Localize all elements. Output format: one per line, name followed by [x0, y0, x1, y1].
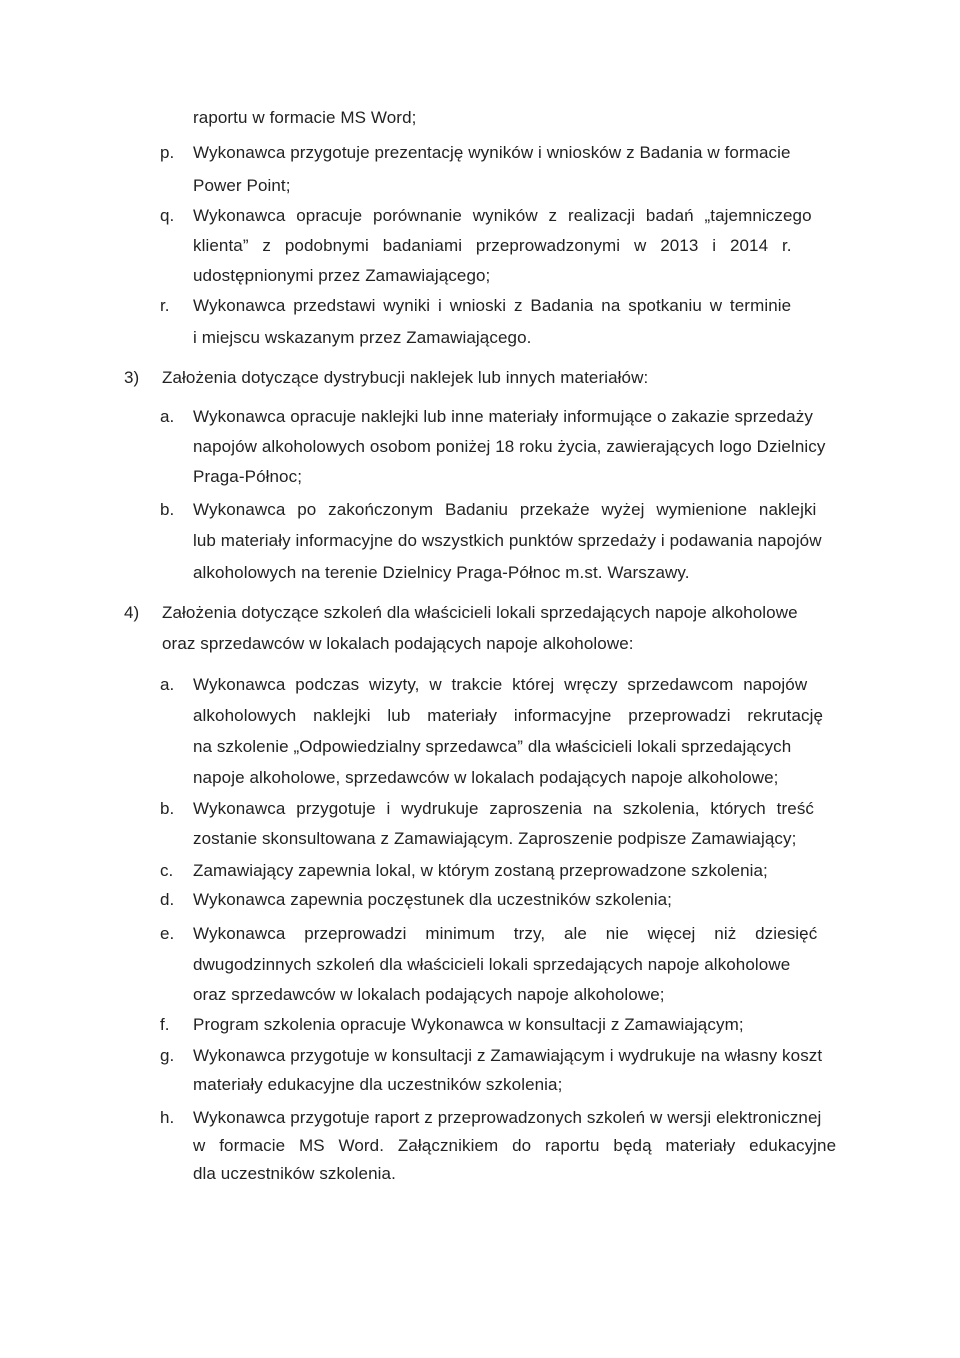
text-line: Wykonawca przedstawi wyniki i wnioski z Badania na spotkaniu w terminie	[193, 296, 792, 315]
text-line: Wykonawca podczas wizyty, w trakcie której wręczy sprzedawcom napojów	[193, 675, 808, 694]
section-number: 4)	[124, 603, 140, 622]
text-line: lub materiały informacyjne do wszystkich punktów sprzedaży i podawania napojów	[193, 531, 822, 550]
text-line: Praga-Północ;	[193, 467, 303, 486]
text-line: zostanie skonsultowana z Zamawiającym. Zaproszenie podpisze Zamawiający;	[193, 829, 797, 848]
text-line: Wykonawca przygotuje raport z przeprowadzonych szkoleń w wersji elektronicznej	[193, 1108, 822, 1127]
list-marker: d.	[160, 890, 175, 909]
text-line: napoje alkoholowe, sprzedawców w lokalach podających napoje alkoholowe;	[193, 768, 779, 787]
text-line: Wykonawca zapewnia poczęstunek dla uczestników szkolenia;	[193, 890, 672, 909]
list-marker: e.	[160, 924, 175, 943]
list-marker: q.	[160, 206, 175, 225]
list-marker: g.	[160, 1046, 175, 1065]
text-line: na szkolenie „Odpowiedzialny sprzedawca” dla właścicieli lokali sprzedających	[193, 737, 792, 756]
text-line: raportu w formacie MS Word;	[193, 108, 417, 127]
list-marker: c.	[160, 861, 174, 880]
text-line: Wykonawca opracuje naklejki lub inne materiały informujące o zakazie sprzedaży	[193, 407, 813, 426]
text-line: i miejscu wskazanym przez Zamawiającego.	[193, 328, 532, 347]
section-heading: oraz sprzedawców w lokalach podających napoje alkoholowe:	[162, 634, 634, 653]
text-line: Power Point;	[193, 176, 291, 195]
text-line: Wykonawca przygotuje w konsultacji z Zamawiającym i wydrukuje na własny koszt	[193, 1046, 823, 1065]
list-marker: h.	[160, 1108, 175, 1127]
text-line: dwugodzinnych szkoleń dla właścicieli lokali sprzedających napoje alkoholowe	[193, 955, 791, 974]
text-line: Wykonawca po zakończonym Badaniu przekaże wyżej wymienione naklejki	[193, 500, 817, 519]
section-heading: Założenia dotyczące dystrybucji naklejek lub innych materiałów:	[162, 368, 649, 387]
text-line: dla uczestników szkolenia.	[193, 1164, 396, 1183]
text-line: oraz sprzedawców w lokalach podających napoje alkoholowe;	[193, 985, 665, 1004]
text-line: Wykonawca opracuje porównanie wyników z realizacji badań „tajemniczego	[193, 206, 812, 225]
text-line: w formacie MS Word. Załącznikiem do raportu będą materiały edukacyjne	[193, 1136, 837, 1155]
list-marker: p.	[160, 143, 175, 162]
list-marker: f.	[160, 1015, 170, 1034]
section-heading: Założenia dotyczące szkoleń dla właścicieli lokali sprzedających napoje alkoholowe	[162, 603, 798, 622]
text-line: materiały edukacyjne dla uczestników szkolenia;	[193, 1075, 563, 1094]
list-marker: a.	[160, 407, 175, 426]
text-line: Wykonawca przeprowadzi minimum trzy, ale nie więcej niż dziesięć	[193, 924, 818, 943]
text-line: alkoholowych naklejki lub materiały informacyjne przeprowadzi rekrutację	[193, 706, 824, 725]
section-number: 3)	[124, 368, 140, 387]
text-line: napojów alkoholowych osobom poniżej 18 roku życia, zawierających logo Dzielnicy	[193, 437, 826, 456]
text-line: Wykonawca przygotuje i wydrukuje zaproszenia na szkolenia, których treść	[193, 799, 815, 818]
list-marker: r.	[160, 296, 170, 315]
list-marker: b.	[160, 500, 175, 519]
text-line: alkoholowych na terenie Dzielnicy Praga-Północ m.st. Warszawy.	[193, 563, 690, 582]
list-marker: a.	[160, 675, 175, 694]
text-line: Zamawiający zapewnia lokal, w którym zostaną przeprowadzone szkolenia;	[193, 861, 768, 880]
text-line: udostępnionymi przez Zamawiającego;	[193, 266, 491, 285]
list-marker: b.	[160, 799, 175, 818]
text-line: klienta” z podobnymi badaniami przeprowadzonymi w 2013 i 2014 r.	[193, 236, 792, 255]
text-line: Wykonawca przygotuje prezentację wyników i wniosków z Badania w formacie	[193, 143, 791, 162]
text-line: Program szkolenia opracuje Wykonawca w konsultacji z Zamawiającym;	[193, 1015, 744, 1034]
